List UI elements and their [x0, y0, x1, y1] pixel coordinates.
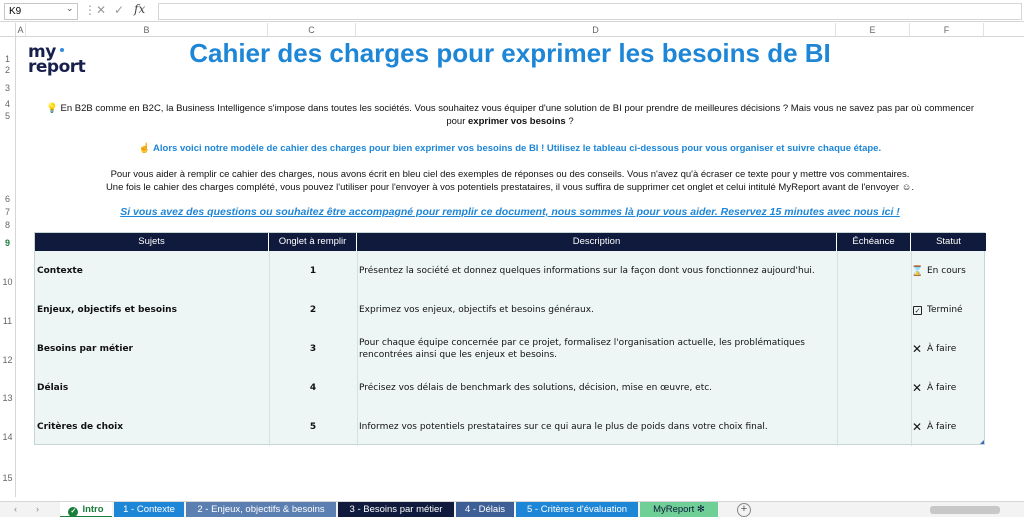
cell-description[interactable]: Présentez la société et donnez quelques informations sur la façon dont vous fonctionnez aujourd'hui.: [359, 266, 815, 276]
table-resize-handle[interactable]: [980, 440, 984, 444]
cell-description[interactable]: Exprimez vos enjeux, objectifs et besoins généraux.: [359, 305, 594, 315]
table-header: [35, 233, 986, 251]
cell-onglet[interactable]: 2: [309, 305, 317, 315]
row-header[interactable]: 1: [4, 54, 10, 64]
column-header-c[interactable]: C: [268, 23, 356, 37]
tab-myreport[interactable]: [640, 502, 718, 517]
cell-statut[interactable]: [911, 252, 986, 290]
row-headers: [0, 37, 16, 497]
cell-onglet[interactable]: 4: [309, 383, 317, 393]
tab-contexte[interactable]: 1 - Contexte: [114, 502, 184, 517]
logo-line-2: report: [28, 57, 86, 77]
column-header-e[interactable]: E: [836, 23, 910, 37]
logo-dot: [60, 48, 64, 52]
header-sujets: Sujets: [35, 233, 269, 251]
tab-delais[interactable]: 4 - Délais: [456, 502, 514, 517]
header-statut: Statut: [936, 236, 961, 247]
row-header-selected[interactable]: 9: [4, 238, 10, 248]
row-header[interactable]: 12: [2, 355, 13, 365]
formula-bar: [0, 0, 1024, 22]
statut-label: À faire: [927, 422, 957, 432]
horizontal-scrollbar[interactable]: [930, 506, 1000, 514]
table-row[interactable]: [35, 408, 986, 446]
tab-besoins-metier[interactable]: 3 - Besoins par métier: [338, 502, 454, 517]
cell-onglet[interactable]: 5: [309, 422, 317, 432]
cell-sujet[interactable]: Besoins par métier: [37, 344, 133, 354]
column-header-f[interactable]: F: [910, 23, 984, 37]
intro-blue-line: [30, 142, 990, 155]
logo-line-1: my: [28, 42, 56, 62]
intro-line-2-suffix: ?: [565, 116, 574, 127]
cell-onglet[interactable]: 3: [309, 344, 317, 354]
tab-criteres[interactable]: 5 - Critères d'évaluation: [516, 502, 638, 517]
row-header[interactable]: 8: [4, 220, 10, 230]
statut-label: À faire: [927, 344, 957, 354]
people-icon: ✻: [696, 504, 705, 515]
help-paragraph: Pour vous aider à remplir ce cahier des charges, nous avons écrit en bleu ciel des exemples de réponses ou des conseils. Vous n'avez qu'à écraser ce texte pour y mettre vos commentaires. Une fois le cahier des charges complété, vous pouvez l'utiliser pour l'envoyer à vos potentiels prestataires, il vous suffira de supprimer cet onglet et celui intitulé MyReport avant de l'envoyer ☺.: [105, 169, 915, 193]
tab-intro[interactable]: [60, 502, 112, 517]
statut-label: En cours: [927, 266, 966, 276]
cell-statut[interactable]: [911, 408, 986, 446]
column-header-blank: [984, 23, 1024, 37]
help-line-2: Une fois le cahier des charges complété, vous pouvez l'utiliser pour l'envoyer à vos potentiels prestataires, il vous suffira de supprimer cet onglet et celui intitulé MyReport avant de l'envoyer: [105, 182, 900, 193]
row-header[interactable]: 4: [4, 99, 10, 109]
cell-description[interactable]: Pour chaque équipe concernée par ce projet, formalisez l'organisation actuelle, les problématiques rencontrées ainsi que les enjeux et besoins.: [359, 338, 805, 360]
cell-onglet[interactable]: 1: [309, 266, 317, 276]
row-header[interactable]: 13: [2, 393, 13, 403]
sheet-tab-bar: [0, 501, 1024, 517]
row-header[interactable]: 14: [2, 432, 13, 442]
cross-icon: ✕: [911, 381, 923, 395]
row-header[interactable]: 10: [2, 277, 13, 287]
cell-sujet[interactable]: Enjeux, objectifs et besoins: [37, 305, 177, 315]
select-all-corner[interactable]: [0, 23, 16, 37]
smiley-icon: ☺: [901, 182, 912, 193]
header-echeance: Échéance: [837, 233, 911, 251]
cell-statut[interactable]: [911, 369, 986, 407]
page-title: Cahier des charges pour exprimer les besoins de BI: [189, 38, 831, 68]
row-header[interactable]: 7: [4, 207, 10, 217]
table-row[interactable]: [35, 330, 986, 368]
cross-icon: ✕: [911, 342, 923, 356]
statut-label: À faire: [927, 383, 957, 393]
intro-line-2-prefix: pour: [446, 116, 469, 127]
column-header-a[interactable]: A: [16, 23, 26, 37]
hourglass-icon: ⌛: [911, 265, 924, 277]
cell-sujet[interactable]: Délais: [37, 383, 69, 393]
cross-icon: ✕: [911, 420, 923, 434]
formula-input[interactable]: [158, 3, 1022, 20]
tab-label: MyReport: [653, 504, 695, 515]
scroll-left-icon[interactable]: ‹: [14, 504, 17, 514]
statut-label: Terminé: [927, 305, 963, 315]
insert-function-icon[interactable]: fx: [134, 2, 146, 16]
column-header-b[interactable]: B: [26, 23, 268, 37]
row-header[interactable]: 15: [2, 473, 13, 483]
row-header[interactable]: 2: [4, 65, 10, 75]
row-header[interactable]: 11: [2, 316, 13, 326]
row-header[interactable]: 5: [4, 111, 10, 121]
cell-sujet[interactable]: Contexte: [37, 266, 83, 276]
intro-line-1: En B2B comme en B2C, la Business Intelligence s'impose dans toutes les sociétés. Vous souhaitez vous équiper d'une solution de BI pour prendre de meilleures décisions ? Mais vous ne savez pas par où commencer: [60, 103, 974, 114]
header-description: Description: [357, 233, 837, 251]
tracking-table: [34, 232, 985, 445]
header-onglet: Onglet à remplir: [269, 233, 357, 251]
check-circle-icon: ✓: [68, 507, 78, 517]
pointing-hand-icon: ☝: [138, 143, 151, 154]
blue-line-text: Alors voici notre modèle de cahier des charges pour bien exprimer vos besoins de BI ! Utilisez le tableau ci-dessous pour vous organiser et suivre chaque étape.: [153, 143, 882, 154]
cell-statut[interactable]: [911, 291, 986, 329]
cell-sujet[interactable]: Critères de choix: [37, 422, 124, 432]
chevron-down-icon[interactable]: ⌄: [66, 3, 74, 13]
confirm-icon[interactable]: ✓: [114, 3, 125, 17]
table-row[interactable]: [35, 291, 986, 329]
name-box[interactable]: K9: [4, 3, 78, 20]
intro-paragraph: [30, 102, 990, 128]
table-row[interactable]: [35, 252, 986, 290]
separator-icon: ⋮: [84, 3, 96, 17]
intro-line-2-bold: exprimer vos besoins: [468, 116, 566, 127]
table-row[interactable]: [35, 369, 986, 407]
cell-statut[interactable]: [911, 330, 986, 368]
cancel-icon[interactable]: ✕: [96, 3, 107, 17]
add-sheet-button[interactable]: +: [737, 503, 751, 517]
cell-description[interactable]: Informez vos potentiels prestataires sur ce qui aura le plus de poids dans votre choix final.: [359, 422, 768, 432]
row-header[interactable]: 6: [4, 194, 10, 204]
help-line-1: Pour vous aider à remplir ce cahier des charges, nous avons écrit en bleu ciel des exemples de réponses ou des conseils. Vous n'avez qu'à écraser ce texte pour y mettre vos commentaires.: [110, 169, 910, 180]
tab-enjeux[interactable]: 2 - Enjeux, objectifs & besoins: [186, 502, 336, 517]
lightbulb-icon: 💡: [46, 103, 58, 114]
cell-description[interactable]: Précisez vos délais de benchmark des solutions, décision, mise en œuvre, etc.: [359, 383, 713, 393]
checkbox-icon: ✓: [914, 306, 921, 315]
column-header-d[interactable]: D: [356, 23, 836, 37]
scroll-right-icon[interactable]: ›: [36, 504, 39, 514]
booking-link[interactable]: Si vous avez des questions ou souhaitez être accompagné pour remplir ce document, nous sommes là pour vous aider. Reservez 15 minutes avec nous ici !: [120, 206, 900, 218]
row-header[interactable]: 3: [4, 83, 10, 93]
myreport-logo: [28, 44, 108, 80]
tab-label: Intro: [82, 504, 104, 515]
